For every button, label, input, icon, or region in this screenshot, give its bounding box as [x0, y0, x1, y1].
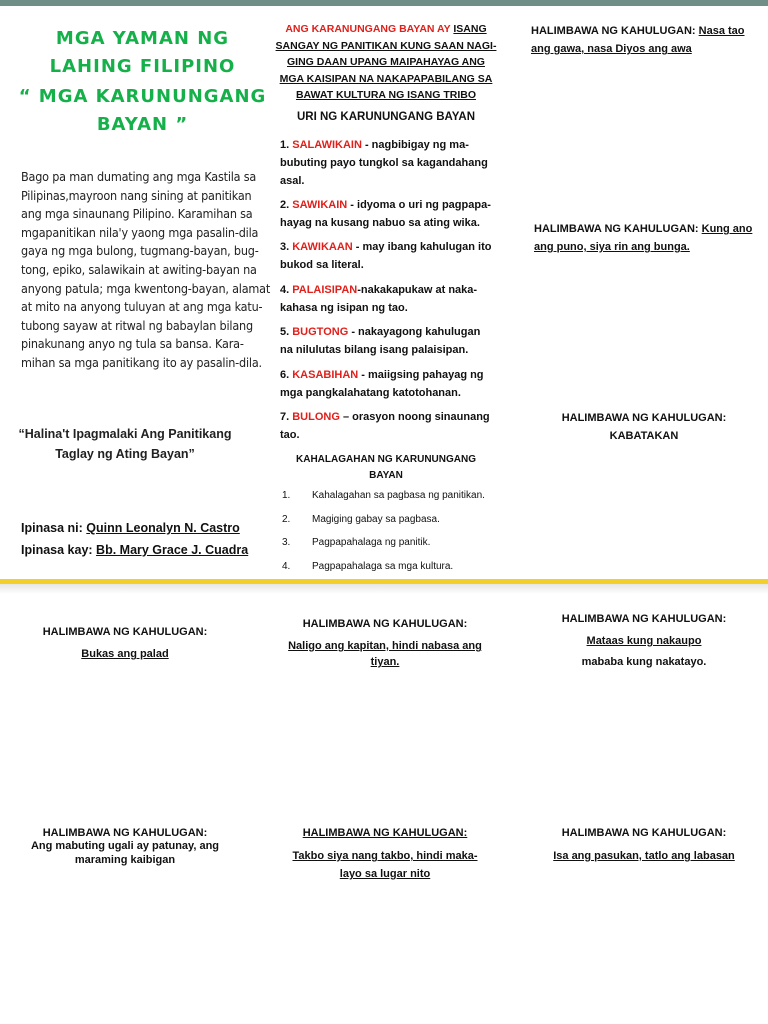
uri-desc: mga pangkalahatang katotohanan.	[280, 387, 461, 399]
example-value: Ang mabuting ugali ay patunay, ang	[30, 840, 220, 852]
kahalagahan-list	[280, 490, 505, 584]
uri-num: 5.	[280, 326, 293, 338]
submitted-to	[21, 539, 281, 561]
example-mabuting-ugali	[0, 827, 250, 867]
example-value: Takbo siya nang takbo, hindi maka-	[292, 850, 478, 862]
example-value: tiyan.	[370, 656, 400, 668]
uri-num: 2.	[280, 199, 293, 211]
intro-line: Bago pa man dumating ang mga Kastila sa	[21, 169, 257, 184]
intro-line: mihan sa mga panitikang ito ay pasalin-dila.	[21, 354, 262, 370]
list-text: Magiging gabay sa pagbasa.	[312, 513, 440, 525]
intro-line: mgapanitikan nila'y yaong mga pasalin-dila	[21, 224, 259, 240]
title-line: BAYAN ”	[96, 114, 189, 135]
example-bukas	[0, 626, 250, 662]
definition-red: ANG KARANUNGANG BAYAN AY	[285, 23, 454, 35]
example-label: HALIMBAWA NG KAHULUGAN:	[531, 25, 699, 37]
brochure-title	[0, 25, 285, 139]
example-value: ang puno, siya rin ang bunga.	[534, 241, 690, 253]
title-line: MGA YAMAN NG	[55, 28, 230, 49]
list-number: 4.	[282, 560, 291, 572]
uri-desc: na nilulutas bilang isang palaisipan.	[280, 344, 469, 356]
list-text: Pagpapahalaga sa mga kultura.	[312, 560, 454, 572]
intro-line: tong, epiko, salawikain at awiting-bayan na	[21, 261, 257, 277]
example-isa-ang-pasukan	[520, 827, 768, 864]
uri-item-bugtong	[280, 323, 500, 359]
uri-term: KAWIKAAN	[292, 241, 353, 253]
definition-line	[270, 21, 502, 38]
intro-line: tubong sayaw at ritwal ng babaylan bilang	[21, 317, 253, 333]
intro-line: ang mga sinaunang Pilipino. Karamihan sa	[21, 206, 253, 222]
definition-line: MGA KAISIPAN NA NAKAPAPABILANG SA	[279, 72, 493, 85]
example-label: HALIMBAWA NG KAHULUGAN:	[561, 613, 727, 625]
uri-num: 6.	[280, 369, 293, 381]
submitted-by-name: Quinn Leonalyn N. Castro	[86, 521, 240, 535]
intro-line: pinakunang anyo ng tula sa bansa. Kara-	[21, 336, 244, 352]
example-label: HALIMBAWA NG KAHULUGAN:	[42, 626, 208, 638]
example-label: HALIMBAWA NG KAHULUGAN:	[561, 827, 727, 839]
example-naligo	[260, 618, 510, 670]
list-number: 1.	[282, 490, 291, 501]
title-line: “ MGA KARUNUNGANG	[18, 86, 267, 107]
example-value: Mataas kung nakaupo	[586, 635, 702, 647]
example-3	[520, 409, 768, 445]
intro-line: Pilipinas,mayroon nang sining at panitikan	[21, 187, 252, 203]
example-label: HALIMBAWA NG KAHULUGAN:	[302, 618, 468, 630]
title-line: LAHING FILIPINO	[49, 56, 236, 77]
kahalagahan-heading-line: KAHALAGAHAN NG KARUNUNGANG	[296, 454, 476, 465]
list-text: Pagpapahalaga ng panitik.	[312, 537, 431, 548]
uri-term: SALAWIKAIN	[292, 139, 362, 151]
list-item	[280, 537, 505, 561]
example-label: HALIMBAWA NG KAHULUGAN:	[534, 223, 702, 235]
uri-num: 4.	[280, 284, 293, 296]
uri-desc: – orasyon noong sinaunang	[339, 411, 490, 423]
uri-num: 1.	[280, 139, 293, 151]
example-label: HALIMBAWA NG KAHULUGAN:	[302, 827, 468, 839]
example-value: maraming kaibigan	[74, 854, 176, 866]
uri-term: PALAISIPAN	[292, 284, 358, 296]
definition-line: SANGAY NG PANITIKAN KUNG SAAN NAGI-	[275, 39, 497, 52]
submitted-by	[21, 517, 281, 539]
list-item	[280, 490, 505, 514]
example-2	[534, 220, 759, 256]
uri-num: 7.	[280, 411, 293, 423]
definition-line: GING DAAN UPANG MAIPAHAYAG ANG	[287, 56, 485, 68]
uri-item-sawikain	[280, 196, 500, 232]
uri-desc: tao.	[280, 429, 300, 441]
list-number: 2.	[282, 513, 291, 525]
list-text: Kahalagahan sa pagbasa ng panitikan.	[312, 490, 485, 501]
uri-item-palaisipan	[280, 281, 500, 317]
uri-desc: - may ibang kahulugan ito	[352, 241, 492, 253]
slogan-line: Taglay ng Ating Bayan”	[55, 447, 195, 461]
kahalagahan-heading-line: BAYAN	[369, 470, 403, 481]
intro-paragraph	[21, 168, 271, 373]
list-item	[280, 514, 505, 538]
uri-desc: - nagbibigay ng ma-	[361, 139, 469, 151]
example-value: KABATAKAN	[609, 430, 679, 442]
uri-desc: kahasa ng isipan ng tao.	[280, 302, 408, 314]
uri-term: SAWIKAIN	[292, 199, 348, 211]
uri-desc: - idyoma o uri ng pagpapa-	[347, 199, 491, 211]
uri-desc: asal.	[280, 175, 305, 187]
uri-item-bulong	[280, 408, 500, 444]
submitted-to-name: Bb. Mary Grace J. Cuadra	[96, 543, 249, 557]
divider-shadow	[0, 584, 768, 594]
slogan	[0, 424, 250, 464]
list-number: 3.	[282, 537, 291, 548]
uri-item-salawikain	[280, 136, 500, 190]
uri-desc: bubuting payo tungkol sa kagandahang	[280, 157, 488, 169]
uri-desc: hayag na kusang nabuo sa ating wika.	[280, 217, 480, 229]
uri-desc: - maiigsing pahayag ng	[358, 369, 484, 381]
definition-rest: ISANG	[453, 23, 487, 35]
signature-block	[21, 517, 281, 561]
intro-line: at mito na anyong tuluyan at ang mga katu-	[21, 299, 263, 315]
uri-term: BUGTONG	[292, 326, 349, 338]
submitted-by-label: Ipinasa ni:	[21, 521, 87, 535]
example-takbo	[260, 827, 510, 883]
uri-item-kasabihan	[280, 366, 500, 402]
example-value: Naligo ang kapitan, hindi nabasa ang	[288, 640, 482, 652]
example-label: HALIMBAWA NG KAHULUGAN:	[561, 412, 727, 424]
uri-item-kawikaan	[280, 238, 500, 274]
example-value: Isa ang pasukan, tatlo ang labasan	[553, 850, 735, 862]
uri-desc: -nakakapukaw at naka-	[357, 284, 478, 296]
example-1	[531, 22, 756, 58]
uri-term: KASABIHAN	[292, 369, 359, 381]
example-value: mababa kung nakatayo.	[581, 656, 707, 668]
example-value: Bukas ang palad	[81, 648, 169, 660]
example-value: Kung ano	[701, 223, 753, 235]
example-label: HALIMBAWA NG KAHULUGAN:	[42, 827, 208, 839]
uri-term: BULONG	[292, 411, 340, 423]
slogan-line: “Halina't Ipagmalaki Ang Panitikang	[18, 427, 232, 441]
intro-line: gaya ng mga bulong, tugmang-bayan, bug-	[21, 243, 259, 259]
example-value: ang gawa, nasa Diyos ang awa	[531, 43, 692, 55]
example-value: layo sa lugar nito	[339, 868, 431, 880]
uri-heading: URI NG KARUNUNGANG BAYAN	[296, 111, 476, 123]
uri-desc: bukod sa literal.	[280, 259, 364, 271]
example-value: Nasa tao	[698, 25, 745, 37]
submitted-to-label: Ipinasa kay:	[21, 543, 97, 557]
kahalagahan-heading	[270, 452, 502, 484]
definition	[270, 21, 502, 104]
uri-desc: - nakayagong kahulugan	[348, 326, 481, 338]
uri-num: 3.	[280, 241, 293, 253]
intro-line: anyong patula; mga kwentong-bayan, alamat	[21, 280, 271, 296]
definition-line: BAWAT KULTURA NG ISANG TRIBO	[295, 89, 477, 101]
example-mataas	[520, 613, 768, 670]
top-border	[0, 0, 768, 6]
